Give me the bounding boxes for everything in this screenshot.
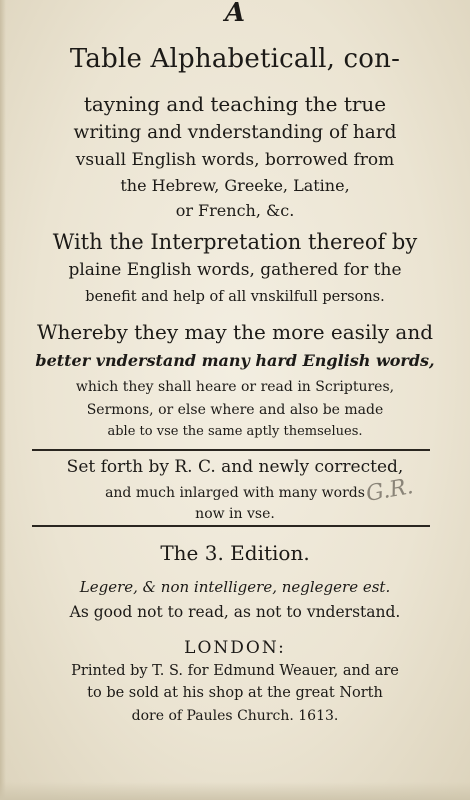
paper-bottom-shadow (0, 782, 470, 800)
title-line-3: writing and vnderstanding of hard (73, 122, 397, 143)
latin-motto: Legere, & non intelligere, neglegere est. (79, 578, 391, 596)
setforth-line-3: now in vse. (195, 506, 275, 522)
divider-bottom (32, 525, 430, 527)
imprint-line-4: dore of Paules Church. 1613. (131, 708, 339, 724)
title-line-2: tayning and teaching the true (83, 92, 387, 116)
whereby-line-5: able to vse the same aptly themselues. (107, 424, 363, 439)
whereby-line-4: Sermons, or else where and also be made (86, 402, 384, 418)
divider-top (32, 449, 430, 451)
english-motto: As good not to read, as not to vnderstand. (69, 603, 401, 621)
whereby-line-1: Whereby they may the more easily and (36, 320, 434, 344)
title-line-1: Table Alphabeticall, con- (69, 44, 401, 74)
setforth-line-1: Set forth by R. C. and newly corrected, (66, 457, 404, 477)
imprint-line-2: Printed by T. S. for Edmund Weauer, and are (71, 663, 399, 679)
title-line-5: the Hebrew, Greeke, Latine, (120, 176, 350, 195)
imprint-line-3: to be sold at his shop at the great North (87, 685, 383, 701)
edition: The 3. Edition. (160, 541, 310, 565)
subtitle-line-3: benefit and help of all vnskilfull persons. (85, 289, 385, 305)
setforth-line-2: and much inlarged with many words (105, 485, 365, 501)
whereby-line-3: which they shall heare or read in Scriptures, (75, 379, 395, 395)
subtitle-line-1: With the Interpretation thereof by (52, 230, 418, 254)
title-line-6: or French, &c. (175, 201, 295, 220)
imprint-city: LONDON: (184, 638, 286, 658)
subtitle-line-2: plaine English words, gathered for the (68, 260, 402, 280)
title-ornament: A (224, 0, 246, 28)
whereby-line-2: better vnderstand many hard English words, (35, 351, 435, 370)
pencil-annotation: G.R. (364, 474, 416, 507)
title-line-4: vsuall English words, borrowed from (75, 150, 395, 170)
paper-edge-shadow (0, 0, 6, 800)
